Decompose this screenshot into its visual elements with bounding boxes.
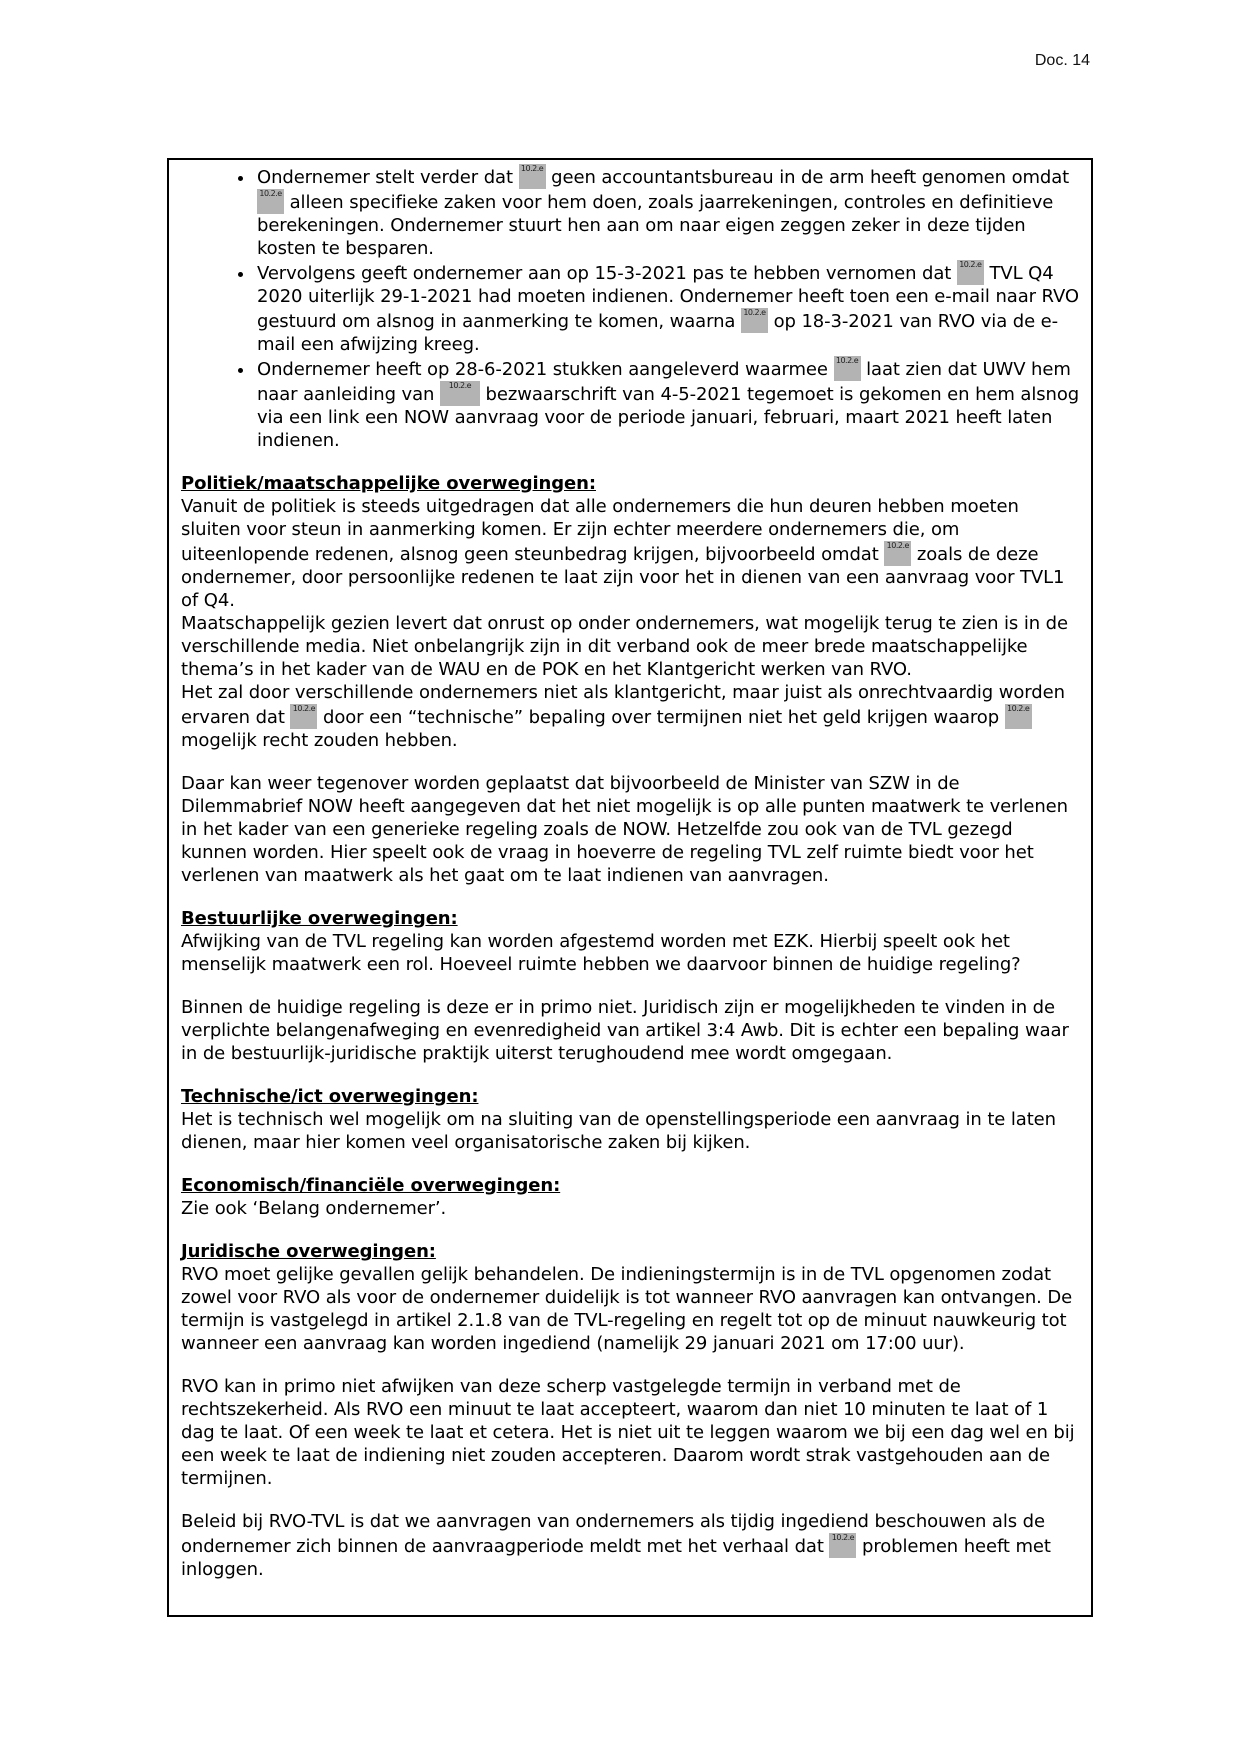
redaction-box xyxy=(1005,704,1032,729)
redaction-ground-label: 10.2.e xyxy=(292,704,316,713)
redaction-ground-label: 10.2.e xyxy=(1007,704,1030,713)
redaction-ground-label: 10.2.e xyxy=(520,164,544,173)
section-heading: Technische/ict overwegingen: xyxy=(181,1086,479,1107)
redaction-box xyxy=(519,164,546,189)
redaction-box xyxy=(440,381,480,406)
redaction-box xyxy=(884,541,911,566)
redaction-ground-label: 10.2.e xyxy=(959,260,982,269)
paragraph: Vanuit de politiek is steeds uitgedragen dat alle ondernemers die hun deuren hebben moeten sluiten voor steun in aanmerking komen. Er zijn echter meerdere ondernemers die, om uiteenlopende redenen, alsnog geen steunbedrag krijgen, bijvoorbeeld omdat 10.2.e zoals de deze ondernemer, door persoonlijke redenen te laat zijn voor het in dienen van een aanvraag voor TVL1 of Q4. xyxy=(181,496,1065,611)
redaction-box xyxy=(957,260,984,285)
bullet-item: • Ondernemer heeft op 28-6-2021 stukken aangeleverd waarmee 10.2.e laat zien dat UWV hem naar aanleiding van 10.2.e bezwaarschrift van 4-5-2021 tegemoet is gekomen en hem alsnog via een link een NOW aanvraag voor de periode januari, februari, maart 2021 heeft laten indienen. xyxy=(255,356,1083,452)
paragraph: Beleid bij RVO-TVL is dat we aanvragen van ondernemers als tijdig ingediend beschouwen als de ondernemer zich binnen de aanvraagperiode meldt met het verhaal dat 10.2.e problemen heeft met inloggen. xyxy=(181,1511,1051,1580)
paragraph: RVO kan in primo niet afwijken van deze scherp vastgelegde termijn in verband met de rechtszekerheid. Als RVO een minuut te laat accepteert, waarom dan niet 10 minuten te laat of 1 dag te laat. Of een week te laat et cetera. Het is niet uit te leggen waarom we bij een dag wel en bij een week te laat de indiening niet zouden accepteren. Daarom wordt strak vastgehouden aan de termijnen. xyxy=(181,1376,1075,1489)
redaction-ground-label: 10.2.e xyxy=(835,356,859,365)
section-heading: Politiek/maatschappelijke overwegingen: xyxy=(181,473,596,494)
bullet-item: • Ondernemer stelt verder dat 10.2.e geen accountantsbureau in de arm heeft genomen omdat 10.2.e alleen specifieke zaken voor hem doen, zoals jaarrekeningen, controles en definitieve berekeningen. Ondernemer stuurt hen aan om naar eigen zeggen zeker in deze tijden kosten te besparen. xyxy=(255,164,1083,260)
paragraph: Het is technisch wel mogelijk om na sluiting van de openstellingsperiode een aanvraag in te laten dienen, maar hier komen veel organisatorische zaken bij kijken. xyxy=(181,1109,1056,1153)
bullet-list xyxy=(181,164,1083,452)
paragraph: RVO moet gelijke gevallen gelijk behandelen. De indieningstermijn is in de TVL opgenomen zodat zowel voor RVO als voor de ondernemer duidelijk is tot wanneer RVO aanvragen kan ontvangen. De termijn is vastgelegd in artikel 2.1.8 van de TVL-regeling en regelt tot op de minuut nauwkeurig tot wanneer een aanvraag kan worden ingediend (namelijk 29 januari 2021 om 17:00 uur). xyxy=(181,1264,1073,1354)
redaction-box xyxy=(741,308,768,333)
redaction-ground-label: 10.2.e xyxy=(448,381,472,390)
paragraph: Maatschappelijk gezien levert dat onrust op onder ondernemers, wat mogelijk terug te zien is in de verschillende media. Niet onbelangrijk zijn in dit verband ook de meer brede maatschappelijke thema’s in het kader van de WAU en de POK en het Klantgericht werken van RVO. xyxy=(181,613,1068,680)
redaction-box xyxy=(829,1533,856,1558)
redaction-box xyxy=(290,704,317,729)
redaction-ground-label: 10.2.e xyxy=(831,1533,855,1542)
paragraph: Afwijking van de TVL regeling kan worden afgestemd worden met EZK. Hierbij speelt ook het menselijk maatwerk een rol. Hoeveel ruimte hebben we daarvoor binnen de huidige regeling? xyxy=(181,931,1021,975)
redaction-box xyxy=(257,189,284,214)
section-heading: Bestuurlijke overwegingen: xyxy=(181,908,458,929)
section-heading: Juridische overwegingen: xyxy=(181,1241,436,1262)
paragraph: Daar kan weer tegenover worden geplaatst dat bijvoorbeeld de Minister van SZW in de Dilemmabrief NOW heeft aangegeven dat het niet mogelijk is op alle punten maatwerk te verlenen in het kader van een generieke regeling zoals de NOW. Hetzelfde zou ook van de TVL gezegd kunnen worden. Hier speelt ook de vraag in hoeverre de regeling TVL zelf ruimte biedt voor het verlenen van maatwerk als het gaat om te laat indienen van aanvragen. xyxy=(181,773,1068,886)
redaction-box xyxy=(834,356,861,381)
paragraph: Het zal door verschillende ondernemers niet als klantgericht, maar juist als onrechtvaardig worden ervaren dat 10.2.e door een “technische” bepaling over termijnen niet het geld krijgen waarop 10.2.e mogelijk recht zouden hebben. xyxy=(181,682,1065,751)
bullet-item: • Vervolgens geeft ondernemer aan op 15-3-2021 pas te hebben vernomen dat 10.2.e TVL Q4 2020 uiterlijk 29-1-2021 had moeten indienen. Ondernemer heeft toen een e-mail naar RVO gestuurd om alsnog in aanmerking te komen, waarna 10.2.e op 18-3-2021 van RVO via de e-mail een afwijzing kreeg. xyxy=(255,260,1083,356)
section-heading: Economisch/financiële overwegingen: xyxy=(181,1175,561,1196)
redaction-ground-label: 10.2.e xyxy=(743,308,766,317)
paragraph: Binnen de huidige regeling is deze er in primo niet. Juridisch zijn er mogelijkheden te vinden in de verplichte belangenafweging en evenredigheid van artikel 3:4 Awb. Dit is echter een bepaling waar in de bestuurlijk-juridische praktijk uiterst terughoudend mee wordt omgegaan. xyxy=(181,997,1069,1064)
redaction-ground-label: 10.2.e xyxy=(886,541,909,550)
paragraph: Zie ook ‘Belang ondernemer’. xyxy=(181,1198,447,1219)
doc-number-label: Doc. 14 xyxy=(1034,52,1090,69)
redaction-ground-label: 10.2.e xyxy=(259,189,282,198)
document-text-box xyxy=(167,158,1093,1617)
